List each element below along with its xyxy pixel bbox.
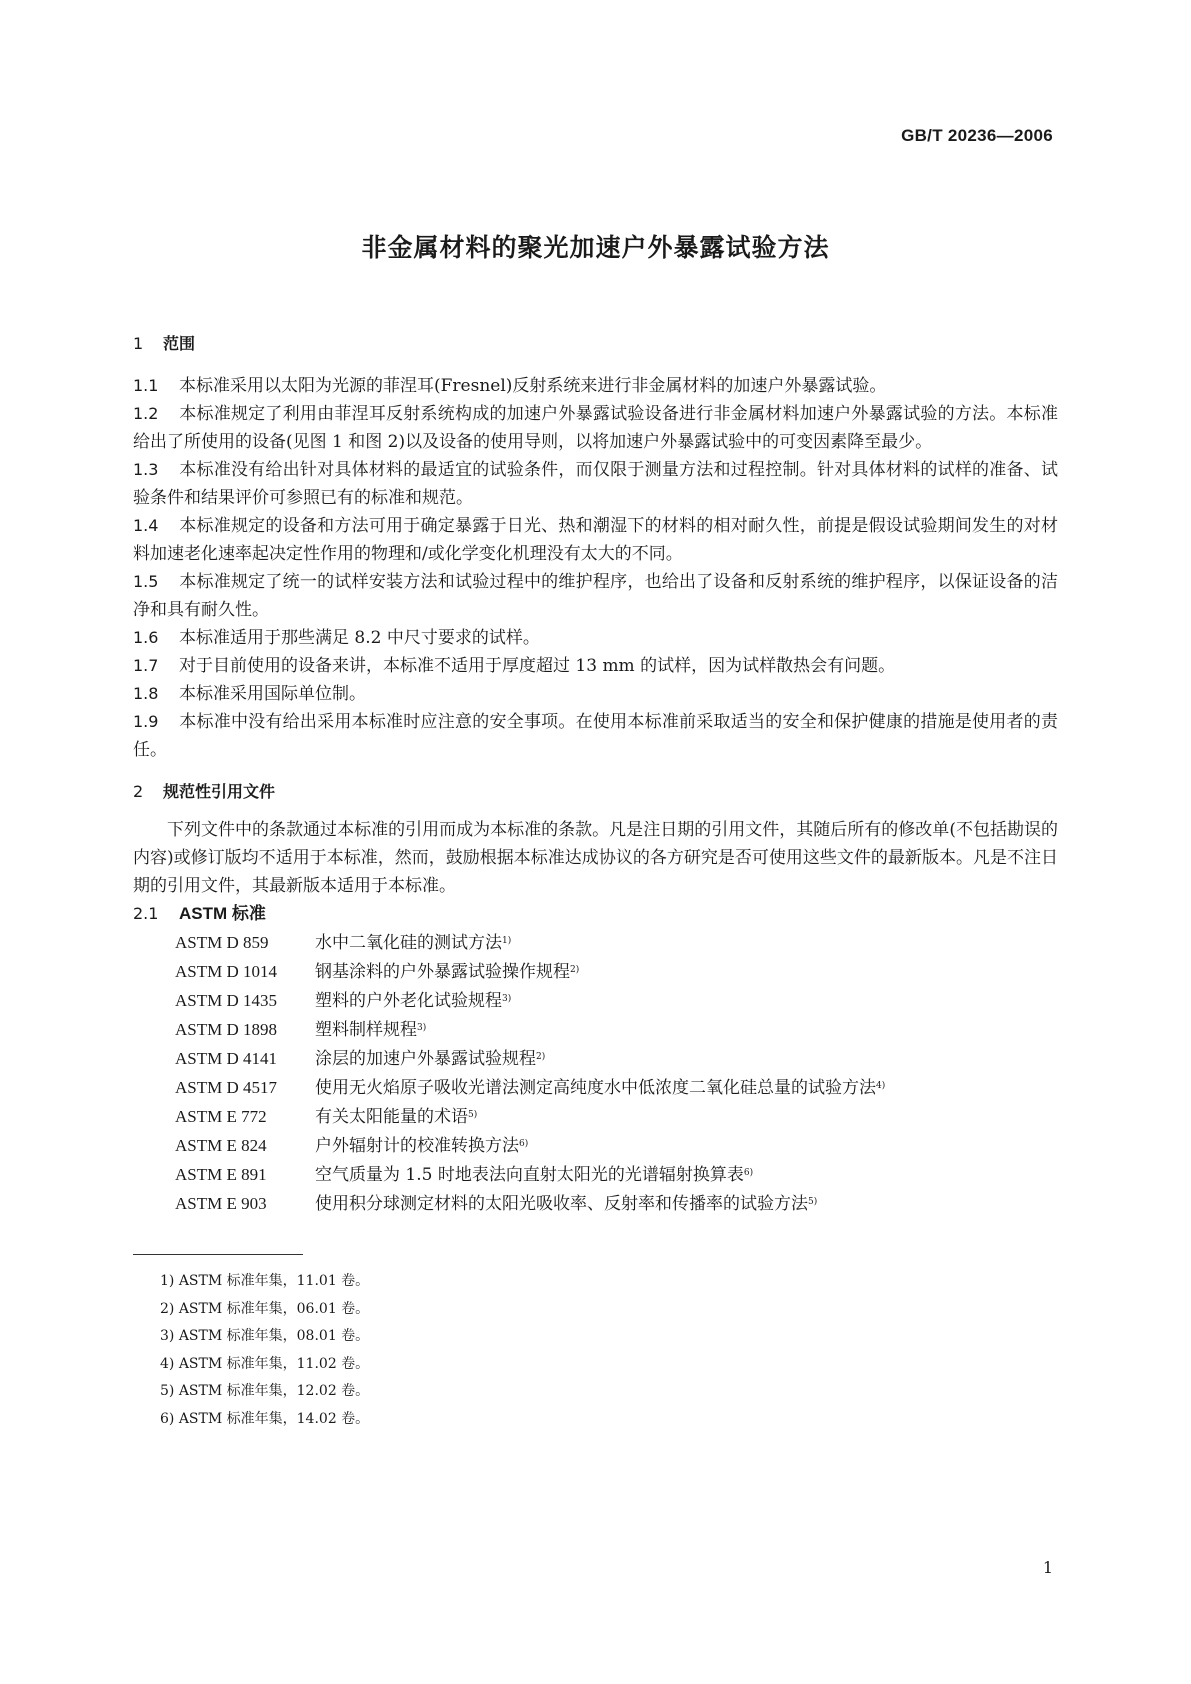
footnote-marker: 3) [502, 993, 512, 1004]
footnote: 2) ASTM 标准年集，06.01 卷。 [160, 1300, 370, 1317]
footnote: 3) ASTM 标准年集，08.01 卷。 [160, 1328, 370, 1344]
clause-1-4: 1.4 本标准规定的设备和方法可用于确定暴露于日光、热和潮湿下的材料的相对耐久性，前提是假设试验期间发生的对材料加速老化速率起决定性作用的物理和/或化学变化机理没有太大的不同。 [133, 516, 1058, 564]
document-title: 非金属材料的聚光加速户外暴露试验方法 [361, 233, 830, 262]
reference-item: ASTM D 1898 塑料制样规程$^{3)}$ [175, 1019, 427, 1040]
reference-item: ASTM D 1435 塑料的户外老化试验规程$^{3)}$ [175, 990, 512, 1011]
clause-1-2: 1.2 本标准规定了利用由菲涅耳反射系统构成的加速户外暴露试验设备进行非金属材料加速户外暴露试验的方法。本标准给出了所使用的设备(见图 1 和图 2)以及设备的使用导则，以将加速户外暴露试验中的可变因素降至最少。 [133, 404, 1058, 452]
footnote: 4) ASTM 标准年集，11.02 卷。 [160, 1355, 370, 1372]
clause-1-5: 1.5 本标准规定了统一的试样安装方法和试验过程中的维护程序，也给出了设备和反射系统的维护程序，以保证设备的洁净和具有耐久性。 [133, 572, 1058, 620]
footnote-marker: 6) [519, 1138, 529, 1149]
footnote-marker: 5) [808, 1196, 818, 1207]
footnote-marker: 3) [417, 1022, 427, 1033]
reference-item: ASTM D 859 水中二氧化硅的测试方法$^{1)}$ [175, 932, 512, 953]
section-2-intro: 下列文件中的条款通过本标准的引用而成为本标准的条款。凡是注日期的引用文件，其随后所有的修改单(不包括勘误的内容)或修订版均不适用于本标准，然而，鼓励根据本标准达成协议的各方研究是否可使用这些文件的最新版本。凡是不注日期的引用文件，其最新版本适用于本标准。 [133, 820, 1058, 896]
reference-item: ASTM E 824 户外辐射计的校准转换方法$^{6)}$ [175, 1135, 529, 1156]
clause-1-8: 1.8 本标准采用国际单位制。 [133, 684, 366, 704]
footnotes [160, 1268, 369, 1433]
subsection-2-1-heading: 2.1 ASTM 标准 [133, 904, 266, 923]
reference-item: ASTM E 903 使用积分球测定材料的太阳光吸收率、反射率和传播率的试验方法$^{5)}$ [175, 1193, 818, 1214]
footnote-marker: 2) [536, 1051, 546, 1062]
footnote-marker: 4) [876, 1080, 886, 1091]
section-1-heading [133, 330, 1058, 358]
footnote: 6) ASTM 标准年集，14.02 卷。 [160, 1410, 370, 1427]
reference-item: ASTM E 891 空气质量为 1.5 时地表法向直射太阳光的光谱辐射换算表$^{6)}$ [175, 1164, 754, 1185]
footnote-marker: 6) [743, 1167, 754, 1178]
reference-item: ASTM E 772 有关太阳能量的术语$^{5)}$ [175, 1106, 478, 1127]
clause-1-7: 1.7 对于目前使用的设备来讲，本标准不适用于厚度超过 13 mm 的试样，因为试样散热会有问题。 [133, 656, 896, 676]
clause-1-9: 1.9 本标准中没有给出采用本标准时应注意的安全事项。在使用本标准前采取适当的安全和保护健康的措施是使用者的责任。 [133, 712, 1058, 760]
reference-item: ASTM D 4141 涂层的加速户外暴露试验规程$^{2)}$ [175, 1048, 546, 1069]
footnote-marker: 5) [468, 1109, 478, 1120]
footnote-marker: 1) [502, 935, 512, 946]
section-number: 2 [133, 782, 144, 801]
footnote: 1) ASTM 标准年集，11.01 卷。 [160, 1273, 370, 1289]
footnote: 5) ASTM 标准年集，12.02 卷。 [160, 1383, 370, 1399]
section-title: 范围 [163, 334, 196, 353]
reference-item: ASTM D 1014 钢基涂料的户外暴露试验操作规程$^{2)}$ [175, 961, 580, 982]
page-number: 1 [1042, 1558, 1053, 1577]
section-number: 1 [133, 334, 144, 353]
clause-1-1: 1.1 本标准采用以太阳为光源的菲涅耳(Fresnel)反射系统来进行非金属材料的加速户外暴露试验。 [133, 376, 887, 396]
document-body [133, 330, 1058, 1218]
section-2-heading [133, 778, 1058, 806]
clause-1-6: 1.6 本标准适用于那些满足 8.2 中尺寸要求的试样。 [133, 628, 540, 648]
reference-list [133, 928, 1058, 1218]
standard-number: GB/T 20236—2006 [901, 126, 1053, 145]
clause-1-3: 1.3 本标准没有给出针对具体材料的最适宜的试验条件，而仅限于测量方法和过程控制。针对具体材料的试样的准备、试验条件和结果评价可参照已有的标准和规范。 [133, 460, 1058, 508]
footnote-divider [133, 1254, 303, 1255]
footnote-marker: 2) [570, 964, 580, 975]
section-title: 规范性引用文件 [163, 782, 276, 801]
section-1-clauses [133, 372, 1058, 764]
reference-item: ASTM D 4517 使用无火焰原子吸收光谱法测定高纯度水中低浓度二氧化硅总量的试验方法$^{4)}$ [175, 1077, 886, 1098]
